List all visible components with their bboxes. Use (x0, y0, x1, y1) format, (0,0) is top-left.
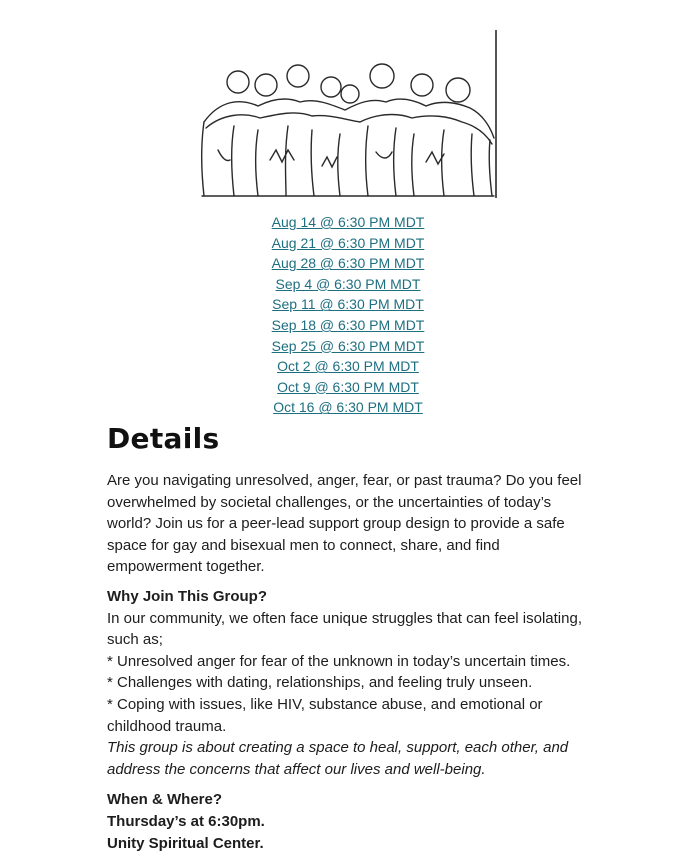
event-date-link[interactable]: Oct 9 @ 6:30 PM MDT (277, 378, 419, 395)
event-date-link[interactable]: Aug 21 @ 6:30 PM MDT (271, 234, 425, 251)
bullet-item: * Challenges with dating, relationships, and feeling truly unseen. (107, 674, 533, 692)
event-date-link[interactable]: Sep 25 @ 6:30 PM MDT (271, 337, 425, 354)
spacer (107, 780, 597, 789)
details-heading: Details (107, 422, 220, 455)
event-date-link[interactable]: Oct 2 @ 6:30 PM MDT (277, 358, 419, 375)
event-date-link[interactable]: Oct 16 @ 6:30 PM MDT (273, 399, 423, 416)
details-content (107, 470, 597, 854)
intro-paragraph: Are you navigating unresolved, anger, fear, or past trauma? Do you feel overwhelmed by societal challenges, or the uncertainties of today’s world? Join us for a peer-lead support group design to provide a safe space for gay and bisexual men to connect, share, and find empowerment together. (107, 472, 582, 576)
why-join-heading: Why Join This Group? (107, 587, 267, 605)
event-date-link[interactable]: Sep 11 @ 6:30 PM MDT (272, 296, 424, 313)
bullet-item: * Coping with issues, like HIV, substance abuse, and emotional or childhood trauma. (107, 695, 543, 735)
bullet-item: * Unresolved anger for fear of the unknown in today’s uncertain times. (107, 652, 571, 670)
when-place: Unity Spiritual Center. (107, 834, 264, 852)
event-date-link[interactable]: Sep 4 @ 6:30 PM MDT (275, 275, 421, 292)
event-dates-list (0, 212, 696, 418)
event-date-link[interactable]: Aug 14 @ 6:30 PM MDT (271, 214, 425, 230)
italic-statement: This group is about creating a space to heal, support, each other, and address the concerns that affect our lives and well-being. (107, 739, 569, 778)
when-time: Thursday’s at 6:30pm. (107, 812, 265, 830)
event-date-link[interactable]: Sep 18 @ 6:30 PM MDT (271, 316, 425, 333)
why-join-intro: In our community, we often face unique struggles that can feel isolating, such as; (107, 609, 582, 649)
when-where-heading: When & Where? (107, 791, 222, 809)
group-hug-illustration (200, 30, 498, 198)
event-date-link[interactable]: Aug 28 @ 6:30 PM MDT (271, 255, 425, 272)
